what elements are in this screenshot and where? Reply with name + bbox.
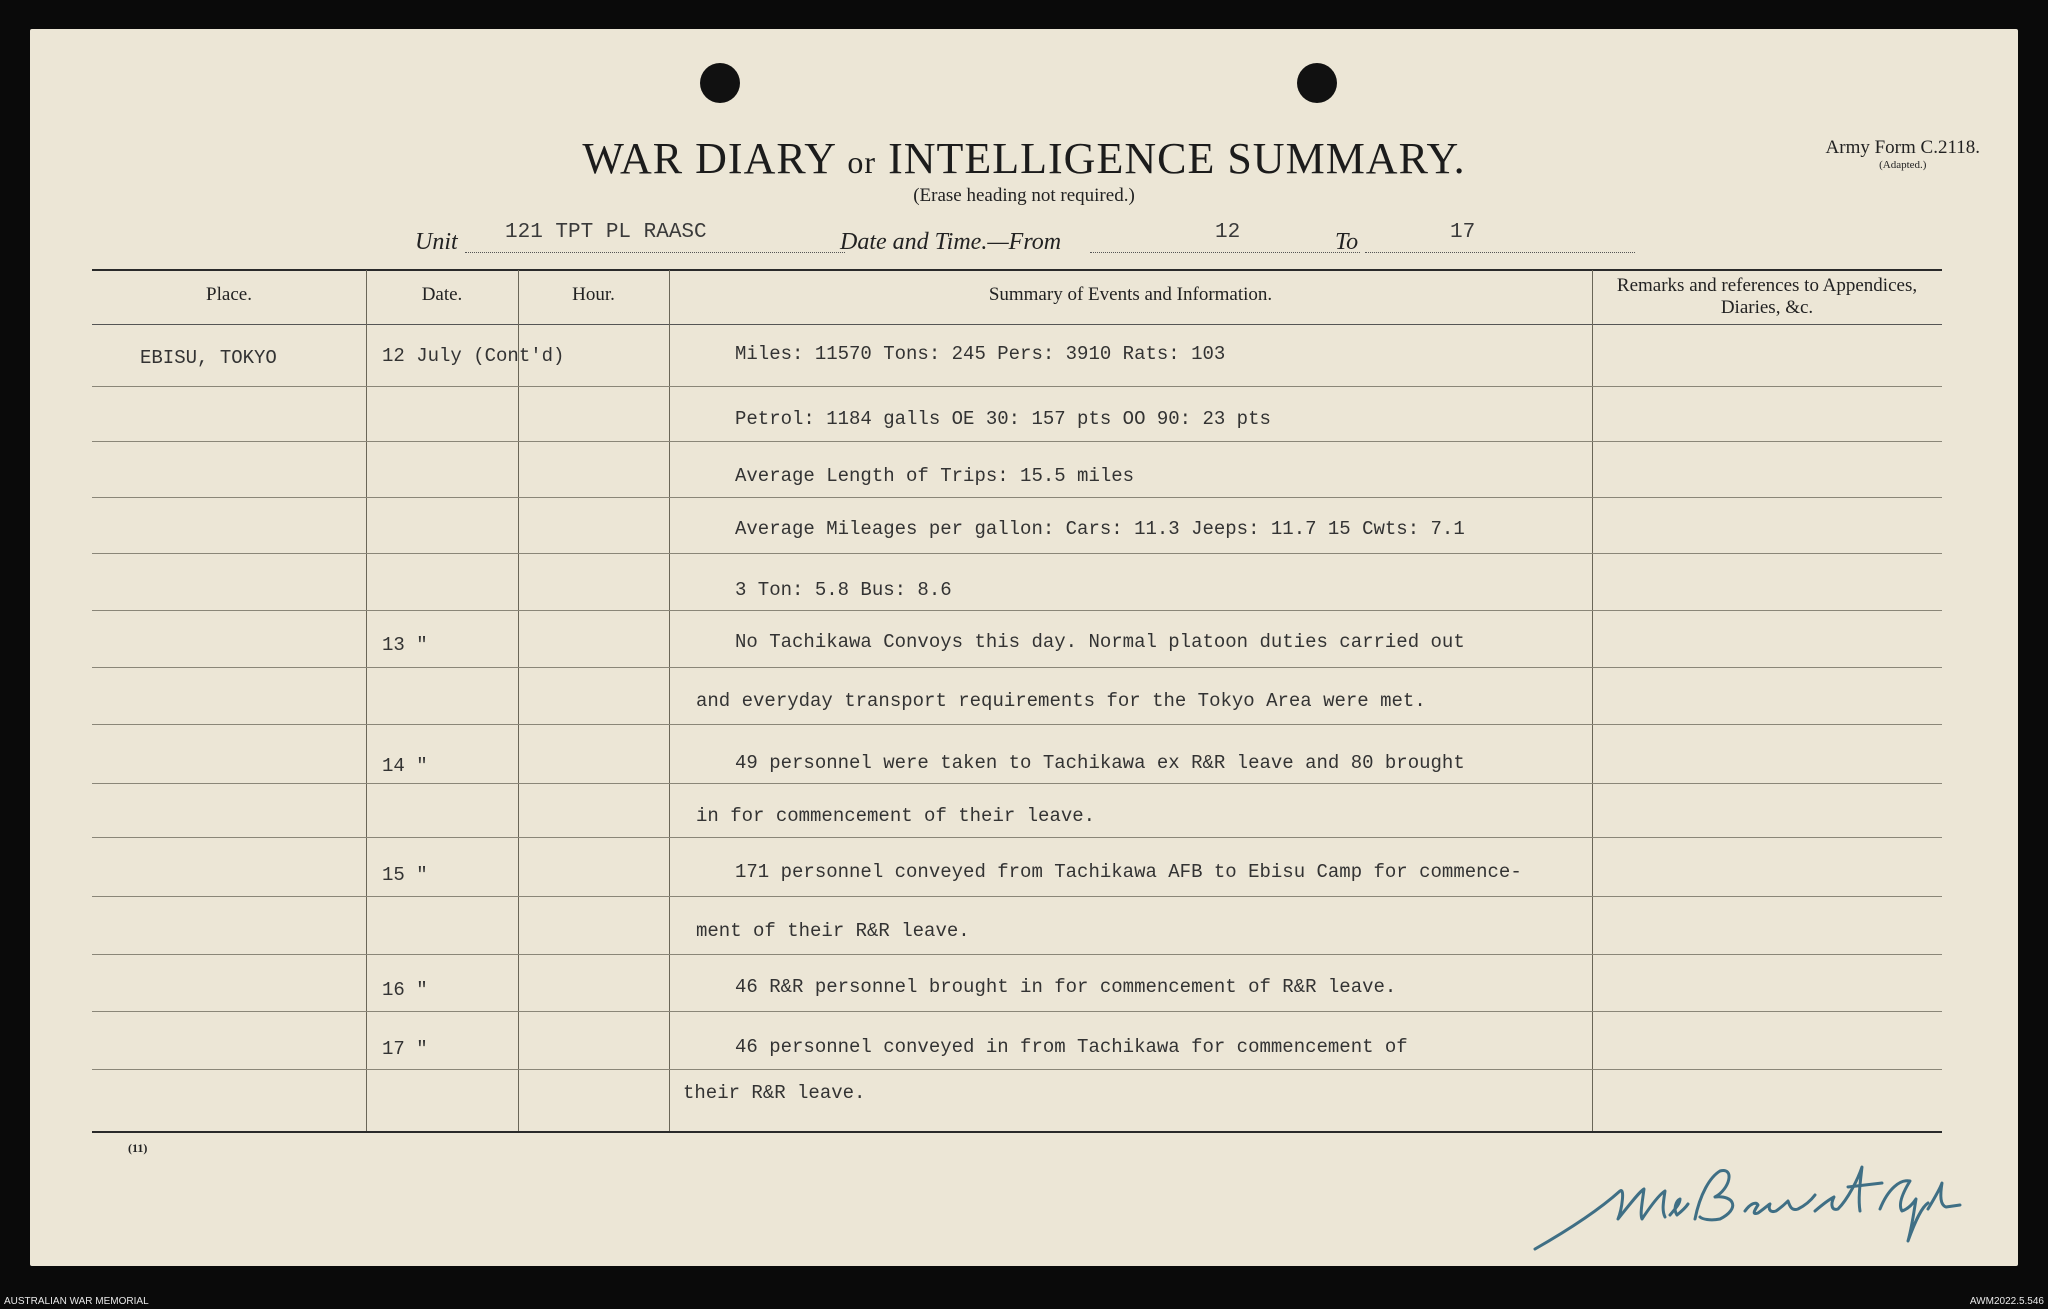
entry-date: 16 " <box>382 979 428 1001</box>
entry-date: 14 " <box>382 755 428 777</box>
row-line <box>92 497 1942 498</box>
form-number: Army Form C.2118. <box>1825 137 1980 158</box>
col-divider-date <box>518 270 519 1131</box>
entry-date: 17 " <box>382 1038 428 1060</box>
title-or: or <box>847 144 877 180</box>
col-divider-summary <box>1592 270 1593 1131</box>
col-header-date: Date. <box>421 284 463 305</box>
title-part-2: INTELLIGENCE SUMMARY. <box>888 134 1466 183</box>
entry-text: Petrol: 1184 galls OE 30: 157 pts OO 90: 23 pts <box>735 408 1271 430</box>
row-line <box>92 724 1942 725</box>
entry-text: in for commencement of their leave. <box>696 805 1096 827</box>
row-line <box>92 954 1942 955</box>
entry-text: No Tachikawa Convoys this day. Normal platoon duties carried out <box>735 631 1465 653</box>
entry-text: 171 personnel conveyed from Tachikawa AFB to Ebisu Camp for commence- <box>735 861 1522 883</box>
row-line <box>92 667 1942 668</box>
col-header-remarks: Remarks and references to Appendices, Diaries, &c. <box>1616 275 1918 318</box>
date-to-value: 17 <box>1450 221 1476 244</box>
entry-text: Average Mileages per gallon: Cars: 11.3 Jeeps: 11.7 15 Cwts: 7.1 <box>735 518 1465 540</box>
punch-hole-left <box>700 63 740 103</box>
table-top-rule <box>92 269 1942 271</box>
col-header-place: Place. <box>206 284 252 305</box>
form-title <box>30 133 2018 184</box>
signature-icon <box>1530 1149 1970 1259</box>
entry-text: their R&R leave. <box>683 1082 866 1104</box>
row-line <box>92 553 1942 554</box>
entry-date: 12 July (Cont'd) <box>382 345 565 367</box>
punch-hole-right <box>1297 63 1337 103</box>
row-line <box>92 1069 1942 1070</box>
page-number: (11) <box>128 1141 148 1155</box>
date-from-underline <box>1090 252 1360 253</box>
col-divider-hour <box>669 270 670 1131</box>
entry-text: 49 personnel were taken to Tachikawa ex R&R leave and 80 brought <box>735 752 1465 774</box>
row-line <box>92 441 1942 442</box>
col-header-hour: Hour. <box>572 284 615 305</box>
form-number-block <box>1826 137 1980 171</box>
row-line <box>92 837 1942 838</box>
to-label: To <box>1335 229 1359 255</box>
table-bottom-rule <box>92 1131 1942 1133</box>
entry-text: 46 personnel conveyed in from Tachikawa for commencement of <box>735 1036 1408 1058</box>
row-line <box>92 783 1942 784</box>
date-label: Date and Time.—From <box>840 229 1062 255</box>
date-from-value: 12 <box>1215 221 1241 244</box>
entry-text: 3 Ton: 5.8 Bus: 8.6 <box>735 579 952 601</box>
credit-left: AUSTRALIAN WAR MEMORIAL <box>4 1296 149 1307</box>
entry-text: 46 R&R personnel brought in for commencement of R&R leave. <box>735 976 1397 998</box>
entry-date: 13 " <box>382 634 428 656</box>
entry-text: Average Length of Trips: 15.5 miles <box>735 465 1135 487</box>
diary-sheet <box>30 29 2018 1266</box>
entry-place: EBISU, TOKYO <box>140 347 277 369</box>
date-to-underline <box>1365 252 1635 253</box>
row-line <box>92 386 1942 387</box>
unit-underline <box>465 252 845 253</box>
entry-date: 15 " <box>382 864 428 886</box>
title-part-1: WAR DIARY <box>582 134 836 183</box>
form-adapted: (Adapted.) <box>1879 159 1927 171</box>
unit-value: 121 TPT PL RAASC <box>505 221 707 244</box>
credit-right: AWM2022.5.546 <box>1969 1296 2044 1307</box>
unit-label: Unit <box>415 229 458 255</box>
entry-text: ment of their R&R leave. <box>696 920 970 942</box>
row-line <box>92 610 1942 611</box>
header-divider <box>92 324 1942 325</box>
row-line <box>92 1011 1942 1012</box>
col-header-summary: Summary of Events and Information. <box>988 284 1273 305</box>
row-line <box>92 896 1942 897</box>
entry-text: and everyday transport requirements for the Tokyo Area were met. <box>696 690 1426 712</box>
entry-text: Miles: 11570 Tons: 245 Pers: 3910 Rats: 103 <box>735 343 1226 365</box>
col-divider-place <box>366 270 367 1131</box>
form-subtitle: (Erase heading not required.) <box>913 185 1135 206</box>
